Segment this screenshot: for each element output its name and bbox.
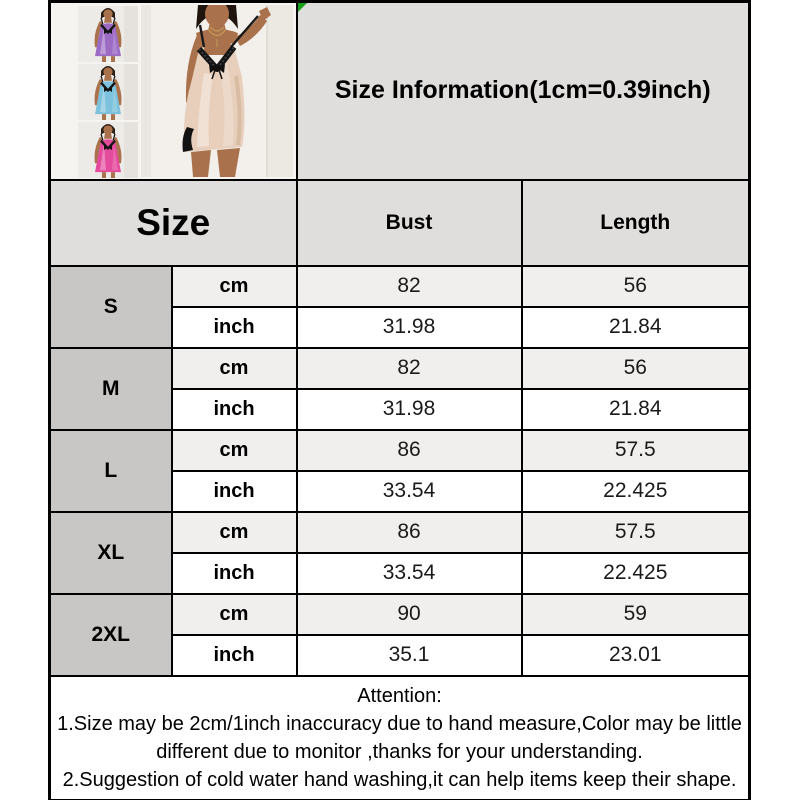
table-row (50, 594, 750, 635)
model-photo-illustration (141, 5, 293, 177)
length-value: 22.425 (522, 471, 750, 512)
dress-icon (78, 6, 138, 62)
variant-thumbnail-pink (78, 122, 138, 178)
bust-value: 33.54 (297, 553, 522, 594)
table-row (50, 348, 750, 389)
bust-value: 33.54 (297, 471, 522, 512)
attention-note-2: 2.Suggestion of cold water hand washing,it can help items keep their shape. (62, 768, 737, 791)
unit-label: cm (172, 266, 297, 307)
unit-label: inch (172, 635, 297, 676)
unit-label: inch (172, 389, 297, 430)
unit-label: inch (172, 553, 297, 594)
unit-label: cm (172, 512, 297, 553)
length-value: 57.5 (522, 430, 750, 471)
length-value: 21.84 (522, 307, 750, 348)
variant-thumbnail-purple (78, 6, 138, 62)
attention-note-1: 1.Size may be 2cm/1inch inaccuracy due to hand measure,Color may be little different due to monitor ,thanks for your understanding. (57, 712, 742, 763)
variant-thumbnail-strip (78, 6, 138, 178)
bust-column-header: Bust (297, 180, 522, 266)
length-value: 56 (522, 266, 750, 307)
length-value: 21.84 (522, 389, 750, 430)
table-row (50, 676, 750, 800)
length-value: 22.425 (522, 553, 750, 594)
product-photo-collage (51, 4, 296, 178)
bust-value: 31.98 (297, 307, 522, 348)
bust-value: 31.98 (297, 389, 522, 430)
size-column-header: Size (50, 180, 297, 266)
length-column-header: Length (522, 180, 750, 266)
size-label-s: S (50, 266, 172, 348)
bust-value: 86 (297, 430, 522, 471)
bust-value: 90 (297, 594, 522, 635)
attention-note-cell (50, 676, 750, 800)
unit-label: inch (172, 471, 297, 512)
bust-value: 35.1 (297, 635, 522, 676)
size-info-header-cell (297, 2, 750, 180)
table-row (50, 512, 750, 553)
table-row (50, 2, 750, 180)
attention-heading: Attention: (357, 684, 442, 707)
size-chart-table (48, 0, 751, 800)
length-value: 56 (522, 348, 750, 389)
size-label-m: M (50, 348, 172, 430)
variant-thumbnail-blue (78, 64, 138, 120)
size-label-l: L (50, 430, 172, 512)
bust-value: 86 (297, 512, 522, 553)
unit-label: cm (172, 430, 297, 471)
product-photo-cell (50, 2, 297, 180)
table-row (50, 430, 750, 471)
length-value: 23.01 (522, 635, 750, 676)
unit-label: cm (172, 594, 297, 635)
unit-label: inch (172, 307, 297, 348)
size-info-title: Size Information(1cm=0.39inch) (334, 76, 711, 105)
size-label-xl: XL (50, 512, 172, 594)
table-header-row (50, 180, 750, 266)
bust-value: 82 (297, 348, 522, 389)
unit-label: cm (172, 348, 297, 389)
length-value: 57.5 (522, 512, 750, 553)
corner-marker-icon (298, 3, 307, 12)
dress-icon (78, 64, 138, 120)
product-main-photo (141, 5, 293, 177)
bust-value: 82 (297, 266, 522, 307)
size-label-2xl: 2XL (50, 594, 172, 676)
dress-icon (78, 122, 138, 178)
length-value: 59 (522, 594, 750, 635)
table-row (50, 266, 750, 307)
